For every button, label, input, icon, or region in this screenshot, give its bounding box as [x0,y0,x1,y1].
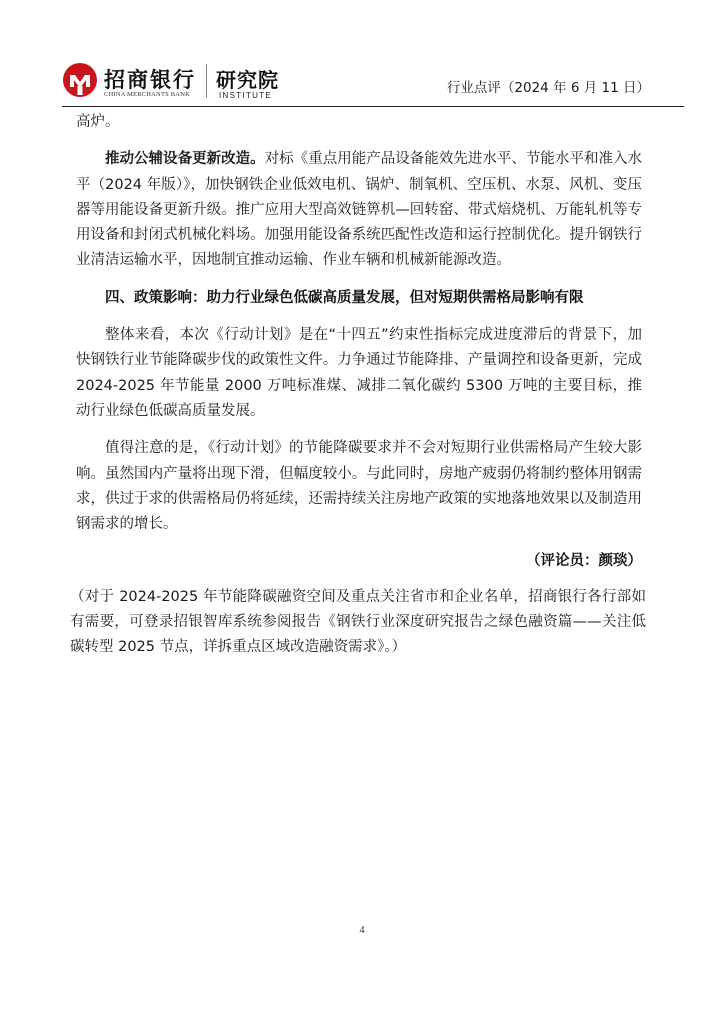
carry-over-text: 高炉。 [76,114,120,130]
reviewer-credit: （评论员：颜琰） [526,553,642,570]
page-header [0,0,724,107]
paragraph-equipment-upgrade [76,147,642,273]
logo-divider [206,64,207,98]
paragraph-body: 对标《重点用能产品设备能效先进水平、节能水平和准入水平（2024 年版）》，加快钢铁企业低效电机、锅炉、制氧机、空压机、水泵、风机、变压器等用能设备更新升级。推广应用大型高效链箅机—回转窑、带式焙烧机、万能轧机等专用设备和封闭式机械化料场。加强用能设备系统匹配性改造和运行控制优化。提升钢铁行业清洁运输水平，因地制宜推动运输、作业车辆和机械新能源改造。 [76,151,643,269]
report-type-date: 行业点评（2024 年 6 月 11 日） [446,80,650,96]
cmb-logo-icon [62,62,98,98]
section-heading: 四、政策影响：助力行业绿色低碳高质量发展，但对短期供需格局影响有限 [105,289,584,306]
report-reference-note: （对于 2024-2025 年节能降碳融资空间及重点关注省市和企业名单，招商银行各行部如有需要，可登录招银智库系统参阅报告《钢铁行业深度研究报告之绿色融资篇——关注低碳转型 2025 节点，详拆重点区域改造融资需求》。） [70,588,646,656]
institute-name-cn: 研究院 [216,68,279,92]
header-divider [62,106,684,107]
institute-name-en: INSTITUTE [219,91,273,100]
paragraph-supply-demand: 值得注意的是，《行动计划》的节能降碳要求并不会对短期行业供需格局产生较大影响。虽然国内产量将出现下滑，但幅度较小。与此同时，房地产疲弱仍将制约整体用钢需求，供过于求的供需格局仍将延续，还需持续关注房地产政策的实地落地效果以及制造用钢需求的增长。 [76,440,642,533]
paragraph-lead-bold: 推动公辅设备更新改造。 [105,151,265,168]
bank-name-en: CHINA MERCHANTS BANK [104,91,190,98]
document-body [70,110,646,661]
paragraph-overall-view: 整体来看，本次《行动计划》是在“十四五”约束性指标完成进度滞后的背景下，加快钢铁行业节能降碳步伐的政策性文件。力争通过节能降排、产量调控和设备更新，完成 2024-2025 年节能量 2000 万吨标准煤、减排二氧化碳约 5300 万吨的主要目标，推动行业绿色低碳高质量发展。 [76,327,642,419]
page-number: 4 [359,925,365,936]
bank-name-cn: 招商银行 [104,68,196,92]
